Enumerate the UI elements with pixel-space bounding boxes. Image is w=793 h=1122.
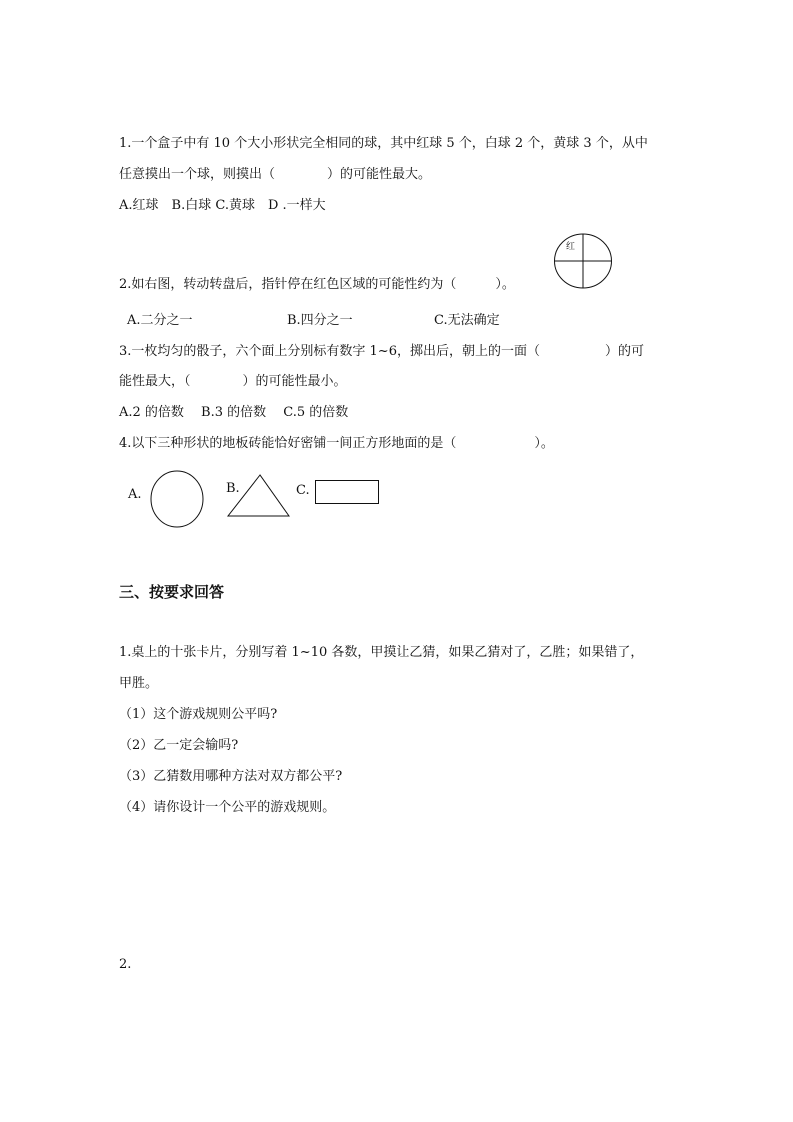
q3-line-2: 能性最大，（ ）的可能性最小。 xyxy=(119,374,347,389)
q1-line-2: 任意摸出一个球，则摸出（ ）的可能性最大。 xyxy=(119,167,432,182)
q1-options: A.红球 B.白球 C.黄球 D .一样大 xyxy=(119,198,326,213)
spinner-figure xyxy=(553,233,613,289)
q4-triangle-shape xyxy=(227,474,291,518)
section-3-heading: 三、按要求回答 xyxy=(119,583,225,601)
s3-sub-question-2: （2）乙一定会输吗? xyxy=(119,738,239,753)
s3-sub-question-4: （4）请你设计一个公平的游戏规则。 xyxy=(119,800,336,815)
q4-label-b: B. xyxy=(226,481,240,496)
q2-option-c: C.无法确定 xyxy=(434,313,500,328)
spinner-red-label: 红 xyxy=(566,242,576,252)
q4-circle-shape xyxy=(149,470,205,528)
s3-q2-number: 2. xyxy=(119,957,132,972)
q4-label-a: A. xyxy=(128,487,142,502)
q4-label-c: C. xyxy=(296,483,310,498)
s3-q1-line-2: 甲胜。 xyxy=(119,676,159,691)
q2-option-b: B.四分之一 xyxy=(287,313,353,328)
q4-text: 4.以下三种形状的地板砖能恰好密铺一间正方形地面的是（ ）。 xyxy=(119,436,554,451)
q3-line-1: 3.一枚均匀的骰子，六个面上分别标有数字 1~6，掷出后，朝上的一面（ ）的可 xyxy=(119,344,644,359)
s3-q1-line-1: 1.桌上的十张卡片，分别写着 1~10 各数，甲摸让乙猜，如果乙猜对了，乙胜；如果错了， xyxy=(119,645,644,660)
q3-options: A.2 的倍数 B.3 的倍数 C.5 的倍数 xyxy=(119,405,349,420)
q4-rectangle-shape xyxy=(315,480,381,505)
s3-sub-question-3: （3）乙猜数用哪种方法对双方都公平? xyxy=(119,769,343,784)
q2-text: 2.如右图，转动转盘后，指针停在红色区域的可能性约为（ ）。 xyxy=(119,277,515,292)
s3-sub-question-1: （1）这个游戏规则公平吗? xyxy=(119,707,278,722)
q2-option-a: A.二分之一 xyxy=(127,313,193,328)
q1-line-1: 1.一个盒子中有 10 个大小形状完全相同的球，其中红球 5 个，白球 2 个，黄球 3 个，从中 xyxy=(119,136,648,151)
